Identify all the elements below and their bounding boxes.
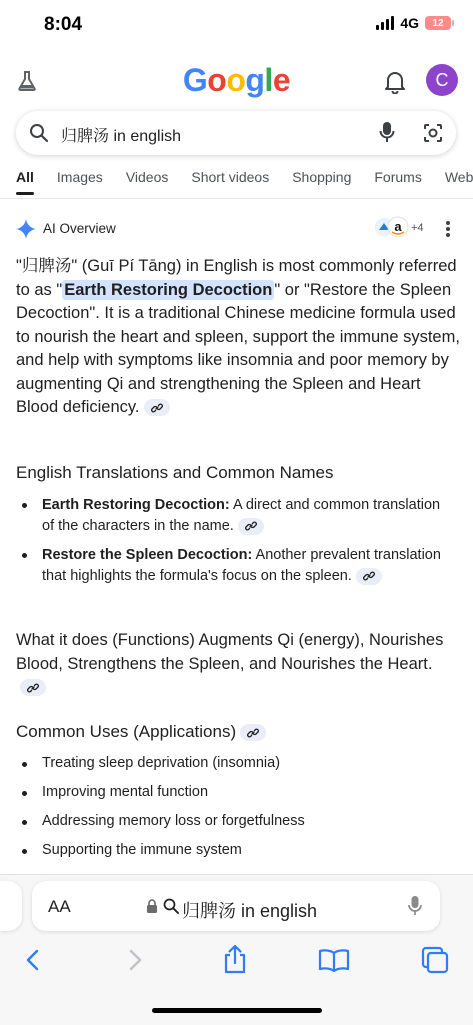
mic-icon[interactable] (379, 121, 395, 143)
link-icon (363, 570, 375, 582)
back-icon[interactable] (24, 948, 42, 972)
functions-paragraph (16, 629, 462, 700)
tab-videos[interactable]: Videos (125, 169, 169, 185)
source-link-chip[interactable] (144, 399, 170, 416)
use-item-2: Improving mental function (42, 784, 209, 800)
avatar[interactable]: C (426, 64, 458, 96)
list-item (42, 545, 442, 587)
google-logo[interactable]: Google (182, 62, 291, 98)
list-item (42, 495, 442, 537)
ai-summary (16, 255, 462, 420)
functions-text: What it does (Functions) Augments Qi (energy), Nourishes Blood, Strengthens the Spleen, and Nourishes the Heart. (16, 631, 444, 673)
summary-highlight: Earth Restoring Decoction (64, 280, 273, 299)
search-input[interactable]: 归脾汤 in english (61, 128, 182, 145)
uses-heading-text: Common Uses (Applications) (16, 722, 237, 741)
translation-2-name: Restore the Spleen Decoction: (42, 547, 253, 563)
bookmarks-icon[interactable] (318, 948, 350, 972)
lock-icon (146, 898, 158, 914)
source-link-chip[interactable] (238, 518, 264, 535)
link-icon (247, 727, 259, 739)
search-tabs (16, 169, 473, 185)
use-item-1: Treating sleep deprivation (insomnia) (42, 755, 281, 771)
tabs-icon[interactable] (421, 946, 449, 974)
battery-level: 12 (432, 17, 444, 29)
link-icon (151, 402, 163, 414)
svg-text:a: a (394, 219, 402, 234)
source-link-chip[interactable] (20, 679, 46, 696)
translation-1-desc: A direct and common translation of the characters in the name. (42, 497, 441, 534)
status-time: 8:04 (44, 14, 83, 35)
mic-icon[interactable] (408, 895, 422, 917)
uses-heading (16, 722, 266, 742)
battery-icon (425, 16, 451, 30)
translation-1-name: Earth Restoring Decoction: (42, 497, 230, 513)
status-indicators (376, 15, 451, 31)
sources-icon[interactable] (373, 216, 409, 238)
ai-sparkle-icon (16, 219, 36, 239)
page-settings-button[interactable]: AA (48, 897, 71, 916)
tab-shopping[interactable]: Shopping (292, 169, 352, 185)
home-indicator (152, 1008, 322, 1013)
share-icon[interactable] (222, 944, 248, 974)
translations-heading: English Translations and Common Names (16, 463, 334, 482)
address-text[interactable]: 归脾汤 in english (182, 901, 318, 921)
ai-overview-title: AI Overview (43, 221, 116, 236)
link-icon (245, 520, 257, 532)
tabs-divider (0, 198, 473, 199)
use-item-4: Supporting the immune system (42, 842, 242, 858)
bullet-dot (22, 820, 27, 825)
bullet-dot (22, 791, 27, 796)
search-icon (29, 123, 49, 143)
tab-forums[interactable]: Forums (374, 169, 422, 185)
summary-text-2: " or "Restore the Spleen Decoction". It is a traditional Chinese medicine formula used to nourish the heart and spleen, support the immune system, and help with symptoms like insomnia and poor memory by augmenting Qi and strengthening the Spleen and Heart Blood deficiency. (16, 280, 460, 416)
bullet-dot (22, 849, 27, 854)
search-icon (163, 898, 179, 914)
source-link-chip[interactable] (356, 568, 382, 585)
forward-icon[interactable] (126, 948, 144, 972)
summary-text-1: "归脾汤" (Guī Pí Tāng) in English is most commonly referred to as " (16, 257, 457, 299)
bell-icon[interactable] (384, 70, 406, 94)
use-item-3: Addressing memory loss or forgetfulness (42, 813, 305, 829)
camera-lens-icon[interactable] (423, 123, 443, 143)
tab-all[interactable]: All (16, 169, 34, 185)
signal-icon (376, 16, 394, 30)
tab-images[interactable]: Images (56, 169, 103, 185)
sources-more-count[interactable]: +4 (411, 222, 424, 234)
source-link-chip[interactable] (240, 724, 266, 741)
tab-web[interactable]: Web (444, 169, 473, 185)
bullet-dot (22, 762, 27, 767)
more-options-icon[interactable] (445, 220, 451, 238)
network-label: 4G (400, 15, 419, 31)
tab-short-videos[interactable]: Short videos (191, 169, 270, 185)
bullet-dot (22, 553, 27, 558)
link-icon (27, 682, 39, 694)
bullet-dot (22, 503, 27, 508)
previous-tab-preview[interactable] (0, 881, 22, 931)
translation-2-desc: Another prevalent translation that highlights the formula's focus on the spleen. (42, 547, 441, 584)
